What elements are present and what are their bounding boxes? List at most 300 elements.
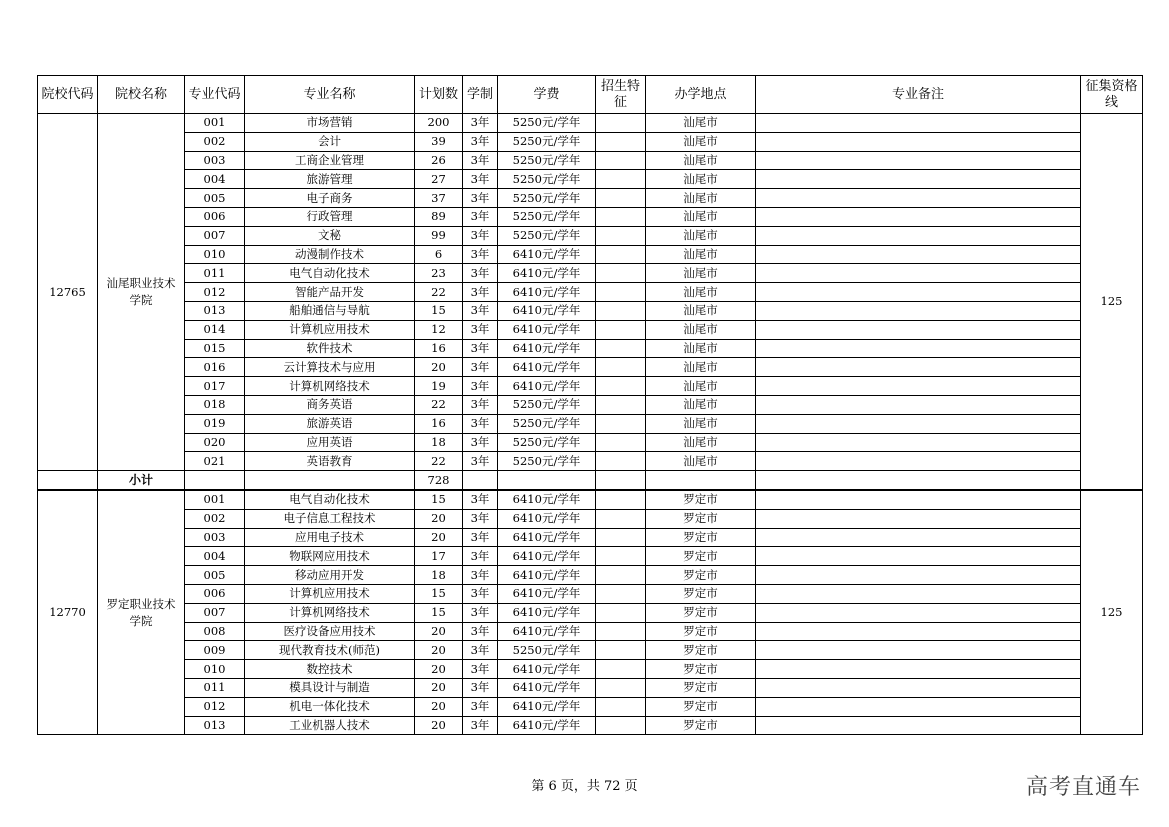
duration-cell: 3年 [463,566,498,585]
major-code-cell: 017 [185,377,245,396]
fee-cell: 6410元/学年 [498,245,596,264]
header-school-code: 院校代码 [38,76,98,114]
location-cell: 汕尾市 [646,245,756,264]
major-code-cell: 014 [185,320,245,339]
major-code-cell: 003 [185,528,245,547]
major-code-cell: 008 [185,622,245,641]
remark-cell [756,226,1081,245]
remark-cell [756,132,1081,151]
major-code-cell: 006 [185,584,245,603]
fee-cell: 6410元/学年 [498,622,596,641]
location-cell: 汕尾市 [646,395,756,414]
feature-cell [596,395,646,414]
fee-cell: 6410元/学年 [498,283,596,302]
fee-cell: 5250元/学年 [498,132,596,151]
location-cell: 汕尾市 [646,114,756,133]
location-cell: 汕尾市 [646,132,756,151]
major-name-cell: 商务英语 [245,395,415,414]
feature-cell [596,528,646,547]
feature-cell [596,264,646,283]
table-row [38,301,1143,320]
plan-cell: 22 [415,452,463,471]
fee-cell: 5250元/学年 [498,641,596,660]
header-cutoff: 征集资格线 [1081,76,1143,114]
duration-cell: 3年 [463,414,498,433]
fee-cell: 5250元/学年 [498,114,596,133]
remark-cell [756,566,1081,585]
remark-cell [756,584,1081,603]
plan-cell: 16 [415,339,463,358]
fee-cell: 6410元/学年 [498,320,596,339]
location-cell: 汕尾市 [646,301,756,320]
table-row [38,697,1143,716]
header-duration: 学制 [463,76,498,114]
remark-cell [756,114,1081,133]
major-code-cell: 013 [185,716,245,735]
major-code-cell: 007 [185,226,245,245]
duration-cell: 3年 [463,170,498,189]
location-cell: 汕尾市 [646,170,756,189]
duration-cell: 3年 [463,358,498,377]
fee-cell: 6410元/学年 [498,490,596,509]
feature-cell [596,641,646,660]
watermark: 高考直通车 [1025,775,1141,800]
header-feature: 招生特征 [596,76,646,114]
major-code-cell: 015 [185,339,245,358]
major-name-cell: 旅游英语 [245,414,415,433]
major-name-cell: 现代教育技术(师范) [245,641,415,660]
major-name-cell: 医疗设备应用技术 [245,622,415,641]
plan-cell: 15 [415,490,463,509]
duration-cell: 3年 [463,433,498,452]
plan-cell: 15 [415,603,463,622]
plan-cell: 20 [415,660,463,679]
table-row [38,547,1143,566]
subtotal-blank-cell [463,471,498,490]
table-row [38,660,1143,679]
table-row [38,264,1143,283]
major-code-cell: 002 [185,509,245,528]
location-cell: 汕尾市 [646,264,756,283]
feature-cell [596,320,646,339]
table-row [38,452,1143,471]
plan-cell: 17 [415,547,463,566]
plan-cell: 20 [415,509,463,528]
fee-cell: 5250元/学年 [498,189,596,208]
major-code-cell: 013 [185,301,245,320]
table-row [38,490,1143,509]
plan-cell: 15 [415,584,463,603]
subtotal-label: 小计 [98,471,185,490]
remark-cell [756,320,1081,339]
plan-cell: 20 [415,641,463,660]
feature-cell [596,433,646,452]
feature-cell [596,716,646,735]
feature-cell [596,697,646,716]
location-cell: 罗定市 [646,660,756,679]
duration-cell: 3年 [463,377,498,396]
duration-cell: 3年 [463,189,498,208]
major-code-cell: 004 [185,547,245,566]
major-name-cell: 应用电子技术 [245,528,415,547]
fee-cell: 6410元/学年 [498,678,596,697]
plan-cell: 20 [415,678,463,697]
major-code-cell: 005 [185,189,245,208]
fee-cell: 5250元/学年 [498,433,596,452]
remark-cell [756,395,1081,414]
cutoff-cell: 125 [1081,490,1143,735]
duration-cell: 3年 [463,264,498,283]
plan-cell: 27 [415,170,463,189]
fee-cell: 6410元/学年 [498,566,596,585]
remark-cell [756,433,1081,452]
table-row [38,132,1143,151]
remark-cell [756,622,1081,641]
remark-cell [756,264,1081,283]
duration-cell: 3年 [463,716,498,735]
subtotal-blank-cell [498,471,596,490]
duration-cell: 3年 [463,584,498,603]
duration-cell: 3年 [463,114,498,133]
major-code-cell: 021 [185,452,245,471]
remark-cell [756,452,1081,471]
fee-cell: 6410元/学年 [498,603,596,622]
location-cell: 罗定市 [646,547,756,566]
major-code-cell: 011 [185,678,245,697]
duration-cell: 3年 [463,528,498,547]
remark-cell [756,641,1081,660]
fee-cell: 5250元/学年 [498,170,596,189]
remark-cell [756,339,1081,358]
table-row [38,584,1143,603]
feature-cell [596,509,646,528]
table-row [38,566,1143,585]
location-cell: 汕尾市 [646,358,756,377]
duration-cell: 3年 [463,151,498,170]
table-row [38,528,1143,547]
location-cell: 罗定市 [646,584,756,603]
feature-cell [596,584,646,603]
plan-cell: 22 [415,283,463,302]
major-code-cell: 004 [185,170,245,189]
duration-cell: 3年 [463,245,498,264]
major-name-cell: 英语教育 [245,452,415,471]
header-major-code: 专业代码 [185,76,245,114]
location-cell: 汕尾市 [646,283,756,302]
table-row [38,395,1143,414]
table-row [38,320,1143,339]
major-name-cell: 旅游管理 [245,170,415,189]
location-cell: 罗定市 [646,622,756,641]
table-row [38,716,1143,735]
feature-cell [596,132,646,151]
major-code-cell: 018 [185,395,245,414]
plan-cell: 20 [415,622,463,641]
table-row [38,339,1143,358]
remark-cell [756,170,1081,189]
remark-cell [756,414,1081,433]
school-name-cell: 汕尾职业技术学院 [98,114,185,471]
plan-cell: 15 [415,301,463,320]
duration-cell: 3年 [463,320,498,339]
plan-cell: 89 [415,207,463,226]
fee-cell: 6410元/学年 [498,697,596,716]
location-cell: 罗定市 [646,641,756,660]
location-cell: 汕尾市 [646,189,756,208]
major-name-cell: 电子信息工程技术 [245,509,415,528]
fee-cell: 6410元/学年 [498,509,596,528]
major-name-cell: 云计算技术与应用 [245,358,415,377]
major-name-cell: 工业机器人技术 [245,716,415,735]
header-fee: 学费 [498,76,596,114]
plan-cell: 6 [415,245,463,264]
subtotal-blank-cell [646,471,756,490]
major-code-cell: 001 [185,114,245,133]
feature-cell [596,622,646,641]
feature-cell [596,414,646,433]
major-name-cell: 模具设计与制造 [245,678,415,697]
remark-cell [756,490,1081,509]
feature-cell [596,358,646,377]
duration-cell: 3年 [463,622,498,641]
remark-cell [756,547,1081,566]
feature-cell [596,151,646,170]
feature-cell [596,678,646,697]
plan-cell: 200 [415,114,463,133]
plan-cell: 22 [415,395,463,414]
location-cell: 罗定市 [646,678,756,697]
table-row [38,509,1143,528]
major-name-cell: 计算机网络技术 [245,603,415,622]
table-row [38,151,1143,170]
major-code-cell: 011 [185,264,245,283]
subtotal-blank-cell [596,471,646,490]
plan-cell: 20 [415,528,463,547]
subtotal-blank-cell [756,471,1081,490]
fee-cell: 6410元/学年 [498,358,596,377]
major-name-cell: 机电一体化技术 [245,697,415,716]
plan-cell: 18 [415,566,463,585]
fee-cell: 6410元/学年 [498,528,596,547]
feature-cell [596,207,646,226]
major-name-cell: 工商企业管理 [245,151,415,170]
fee-cell: 5250元/学年 [498,226,596,245]
remark-cell [756,509,1081,528]
major-name-cell: 电气自动化技术 [245,264,415,283]
duration-cell: 3年 [463,509,498,528]
major-code-cell: 002 [185,132,245,151]
header-school-name: 院校名称 [98,76,185,114]
subtotal-row [38,471,1143,490]
remark-cell [756,377,1081,396]
major-name-cell: 物联网应用技术 [245,547,415,566]
major-name-cell: 软件技术 [245,339,415,358]
major-code-cell: 003 [185,151,245,170]
table-row [38,189,1143,208]
location-cell: 汕尾市 [646,320,756,339]
remark-cell [756,151,1081,170]
table-row [38,358,1143,377]
location-cell: 汕尾市 [646,151,756,170]
plan-cell: 16 [415,414,463,433]
major-name-cell: 智能产品开发 [245,283,415,302]
header-remarks: 专业备注 [756,76,1081,114]
fee-cell: 6410元/学年 [498,716,596,735]
major-code-cell: 012 [185,283,245,302]
plan-cell: 39 [415,132,463,151]
plan-cell: 20 [415,358,463,377]
location-cell: 罗定市 [646,697,756,716]
fee-cell: 6410元/学年 [498,547,596,566]
table-row [38,603,1143,622]
table-row [38,433,1143,452]
location-cell: 汕尾市 [646,377,756,396]
remark-cell [756,660,1081,679]
feature-cell [596,547,646,566]
location-cell: 罗定市 [646,509,756,528]
plan-cell: 20 [415,697,463,716]
location-cell: 罗定市 [646,490,756,509]
subtotal-blank-cell [38,471,98,490]
remark-cell [756,245,1081,264]
location-cell: 罗定市 [646,716,756,735]
remark-cell [756,283,1081,302]
major-code-cell: 010 [185,245,245,264]
duration-cell: 3年 [463,301,498,320]
table-row [38,678,1143,697]
feature-cell [596,245,646,264]
school-code-cell: 12765 [38,114,98,471]
fee-cell: 6410元/学年 [498,301,596,320]
table-row [38,245,1143,264]
table-row [38,114,1143,133]
feature-cell [596,490,646,509]
major-code-cell: 006 [185,207,245,226]
feature-cell [596,114,646,133]
table-row [38,226,1143,245]
major-code-cell: 020 [185,433,245,452]
table-row [38,283,1143,302]
school-name-cell: 罗定职业技术学院 [98,490,185,735]
plan-cell: 99 [415,226,463,245]
plan-cell: 12 [415,320,463,339]
major-name-cell: 数控技术 [245,660,415,679]
feature-cell [596,189,646,208]
fee-cell: 6410元/学年 [498,377,596,396]
remark-cell [756,697,1081,716]
location-cell: 罗定市 [646,566,756,585]
school-code-cell: 12770 [38,490,98,735]
plan-cell: 19 [415,377,463,396]
major-code-cell: 012 [185,697,245,716]
header-location: 办学地点 [646,76,756,114]
duration-cell: 3年 [463,132,498,151]
plan-cell: 26 [415,151,463,170]
major-code-cell: 007 [185,603,245,622]
duration-cell: 3年 [463,283,498,302]
remark-cell [756,678,1081,697]
location-cell: 汕尾市 [646,226,756,245]
major-name-cell: 文秘 [245,226,415,245]
fee-cell: 5250元/学年 [498,452,596,471]
fee-cell: 6410元/学年 [498,660,596,679]
subtotal-blank-cell [245,471,415,490]
feature-cell [596,301,646,320]
duration-cell: 3年 [463,490,498,509]
enrollment-table [37,75,1143,735]
major-name-cell: 市场营销 [245,114,415,133]
remark-cell [756,358,1081,377]
feature-cell [596,283,646,302]
major-code-cell: 010 [185,660,245,679]
plan-cell: 23 [415,264,463,283]
duration-cell: 3年 [463,452,498,471]
table-row [38,641,1143,660]
table-row [38,207,1143,226]
subtotal-value: 728 [415,471,463,490]
location-cell: 汕尾市 [646,207,756,226]
fee-cell: 5250元/学年 [498,414,596,433]
table-row [38,414,1143,433]
remark-cell [756,301,1081,320]
feature-cell [596,452,646,471]
header-row [38,76,1143,114]
major-code-cell: 009 [185,641,245,660]
feature-cell [596,377,646,396]
major-name-cell: 船舶通信与导航 [245,301,415,320]
page-footer: 第 6 页，共 72 页 [531,779,638,794]
duration-cell: 3年 [463,641,498,660]
table-row [38,170,1143,189]
cutoff-cell: 125 [1081,114,1143,490]
location-cell: 汕尾市 [646,414,756,433]
location-cell: 汕尾市 [646,452,756,471]
remark-cell [756,189,1081,208]
duration-cell: 3年 [463,395,498,414]
header-major-name: 专业名称 [245,76,415,114]
duration-cell: 3年 [463,660,498,679]
feature-cell [596,339,646,358]
duration-cell: 3年 [463,226,498,245]
remark-cell [756,603,1081,622]
location-cell: 罗定市 [646,528,756,547]
feature-cell [596,170,646,189]
table-row [38,622,1143,641]
remark-cell [756,207,1081,226]
plan-cell: 37 [415,189,463,208]
plan-cell: 20 [415,716,463,735]
feature-cell [596,566,646,585]
table-row [38,377,1143,396]
subtotal-blank-cell [185,471,245,490]
duration-cell: 3年 [463,678,498,697]
location-cell: 汕尾市 [646,339,756,358]
major-code-cell: 001 [185,490,245,509]
fee-cell: 6410元/学年 [498,264,596,283]
major-name-cell: 计算机应用技术 [245,320,415,339]
remark-cell [756,716,1081,735]
major-name-cell: 动漫制作技术 [245,245,415,264]
duration-cell: 3年 [463,547,498,566]
feature-cell [596,660,646,679]
major-code-cell: 016 [185,358,245,377]
fee-cell: 5250元/学年 [498,151,596,170]
feature-cell [596,603,646,622]
major-name-cell: 计算机应用技术 [245,584,415,603]
major-name-cell: 电气自动化技术 [245,490,415,509]
duration-cell: 3年 [463,697,498,716]
plan-cell: 18 [415,433,463,452]
